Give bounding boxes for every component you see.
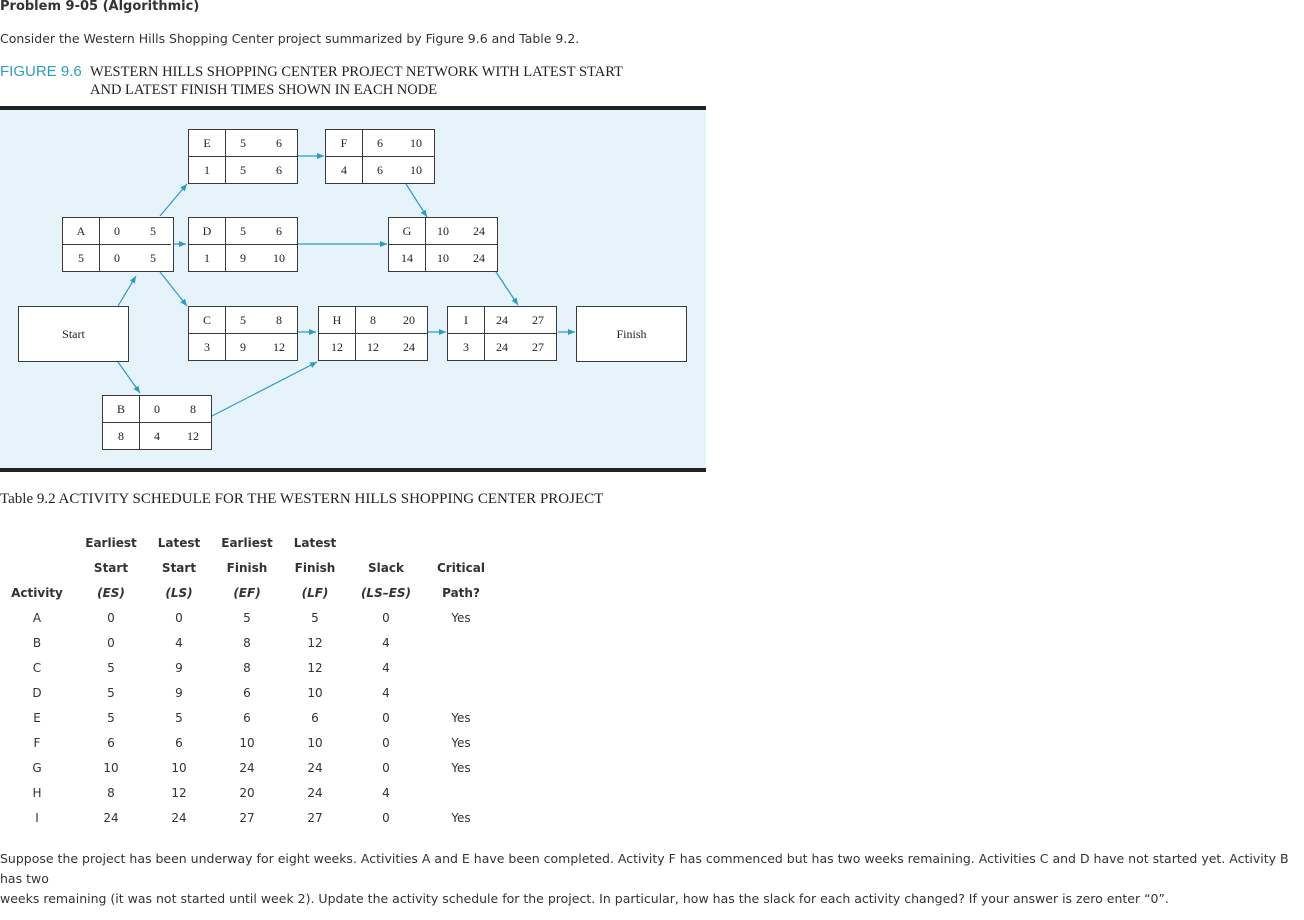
node-d-duration: 1 <box>204 250 210 265</box>
start-node-label: Start <box>62 326 85 341</box>
node-h-name: H <box>332 313 342 327</box>
node-g-lf: 24 <box>473 250 485 265</box>
table-row <box>0 655 496 680</box>
cell-lf: 10 <box>307 685 323 700</box>
cell-slack: 4 <box>382 685 390 700</box>
header-slack-2: Slack <box>368 560 404 575</box>
cell-critical: Yes <box>451 760 471 775</box>
cell-slack: 4 <box>382 785 390 800</box>
node-f-ls: 6 <box>377 162 383 177</box>
node-g-es: 10 <box>437 224 449 238</box>
figure-caption-line2: AND LATEST FINISH TIMES SHOWN IN EACH NODE <box>90 82 438 98</box>
node-d-lf: 10 <box>273 250 285 265</box>
header-es-2: Start <box>93 560 129 575</box>
header-ls-2: Start <box>161 560 197 575</box>
cell-activity: E <box>33 710 41 725</box>
node-i-ef: 27 <box>532 313 544 327</box>
node-f-lf: 10 <box>410 162 422 177</box>
question-text <box>0 849 1300 909</box>
header-lf-1: Latest <box>293 535 337 550</box>
node-a-name: A <box>76 224 86 238</box>
table-header-row-1 <box>0 530 496 555</box>
node-h-duration: 12 <box>331 339 343 354</box>
cell-lf: 6 <box>311 710 319 725</box>
node-h-lf: 24 <box>403 339 415 354</box>
node-g <box>388 217 498 272</box>
node-c-es: 5 <box>240 313 246 327</box>
cell-ls: 5 <box>175 710 183 725</box>
node-a-lf: 5 <box>150 250 156 265</box>
header-ef-2: Finish <box>226 560 268 575</box>
cell-es: 24 <box>103 810 119 825</box>
cell-lf: 5 <box>311 610 319 625</box>
cell-es: 10 <box>103 760 119 775</box>
node-e <box>188 129 298 184</box>
node-e-lf: 6 <box>276 162 282 177</box>
node-d <box>188 217 298 272</box>
cell-ef: 8 <box>243 635 251 650</box>
figure-caption-line1: WESTERN HILLS SHOPPING CENTER PROJECT NETWORK WITH LATEST START <box>90 64 623 80</box>
node-b-es: 0 <box>154 402 160 416</box>
node-g-ef: 24 <box>473 224 485 238</box>
header-es-3: (ES) <box>97 585 125 600</box>
header-activity: Activity <box>11 585 63 600</box>
header-ls-1: Latest <box>157 535 201 550</box>
node-f-name: F <box>340 136 348 150</box>
node-g-name: G <box>402 224 412 238</box>
problem-intro: Consider the Western Hills Shopping Center project summarized by Figure 9.6 and Table 9.2. <box>0 31 580 46</box>
cell-critical: Yes <box>451 710 471 725</box>
arrow-b-h <box>212 362 317 416</box>
node-a-ls: 0 <box>114 250 120 265</box>
header-critical-3: Path? <box>442 585 480 600</box>
node-b-ls: 4 <box>154 428 160 443</box>
cell-activity: C <box>32 660 42 675</box>
arrow-a-e <box>160 184 187 216</box>
node-f-duration: 4 <box>341 162 347 177</box>
cell-es: 5 <box>107 685 115 700</box>
table-row <box>0 630 496 655</box>
arrow-g-i <box>496 272 518 305</box>
table-header-row-3 <box>0 580 496 605</box>
cell-critical: Yes <box>451 735 471 750</box>
cell-ls: 9 <box>175 685 183 700</box>
node-c-ls: 9 <box>240 339 246 354</box>
cell-ls: 4 <box>175 635 183 650</box>
node-b-ef: 8 <box>190 402 196 416</box>
node-i-duration: 3 <box>463 339 469 354</box>
cell-lf: 24 <box>307 760 323 775</box>
cell-critical: Yes <box>451 810 471 825</box>
cell-ls: 9 <box>175 660 183 675</box>
cell-activity: B <box>32 635 42 650</box>
node-d-es: 5 <box>240 224 246 238</box>
cell-es: 8 <box>107 785 115 800</box>
cell-ef: 5 <box>243 610 251 625</box>
cell-lf: 12 <box>307 660 323 675</box>
cell-slack: 4 <box>382 660 390 675</box>
figure-bottom-rule <box>0 468 706 472</box>
node-d-name: D <box>202 224 212 238</box>
arrow-a-c <box>160 272 187 306</box>
header-lf-3: (LF) <box>301 585 329 600</box>
node-c <box>188 306 298 361</box>
table-row <box>0 730 496 755</box>
node-e-name: E <box>203 136 211 150</box>
table-row <box>0 705 496 730</box>
cell-es: 5 <box>107 660 115 675</box>
cell-ls: 10 <box>171 760 187 775</box>
cell-critical <box>426 630 496 655</box>
table-row <box>0 605 496 630</box>
node-a-duration: 5 <box>78 250 84 265</box>
node-c-name: C <box>202 313 211 327</box>
cell-es: 5 <box>107 710 115 725</box>
cell-ef: 8 <box>243 660 251 675</box>
cell-ef: 10 <box>239 735 255 750</box>
arrow-start-b <box>118 362 140 393</box>
node-f <box>325 129 435 184</box>
table-row <box>0 755 496 780</box>
node-d-ls: 9 <box>240 250 246 265</box>
finish-node-label: Finish <box>616 326 647 341</box>
question-line1: Suppose the project has been underway for eight weeks. Activities A and E have been completed. Activity F has commenced but has two weeks remaining. Activities C and D have not started yet. Activity B has two <box>0 851 1289 886</box>
finish-node <box>576 306 687 362</box>
cell-activity: D <box>32 685 42 700</box>
cell-slack: 0 <box>382 735 390 750</box>
node-b <box>102 395 212 450</box>
cell-activity: I <box>35 810 39 825</box>
cell-activity: F <box>33 735 41 750</box>
table-row <box>0 780 496 805</box>
node-i <box>447 306 557 361</box>
cell-lf: 27 <box>307 810 323 825</box>
cell-ls: 12 <box>171 785 187 800</box>
cell-critical <box>426 680 496 705</box>
cell-slack: 0 <box>382 760 390 775</box>
table-row <box>0 805 496 830</box>
node-d-ef: 6 <box>276 224 282 238</box>
node-a <box>62 217 174 272</box>
header-slack-3: (LS–ES) <box>360 585 412 600</box>
node-e-duration: 1 <box>204 162 210 177</box>
table-caption-title: ACTIVITY SCHEDULE FOR THE WESTERN HILLS SHOPPING CENTER PROJECT <box>58 491 604 507</box>
arrow-start-a <box>118 276 136 306</box>
node-c-duration: 3 <box>204 339 210 354</box>
node-e-es: 5 <box>240 136 246 150</box>
cell-activity: H <box>32 785 42 800</box>
node-i-es: 24 <box>496 313 508 327</box>
node-h-es: 8 <box>370 313 376 327</box>
table-row <box>0 680 496 705</box>
cell-slack: 0 <box>382 710 390 725</box>
node-e-ls: 5 <box>240 162 246 177</box>
cell-lf: 24 <box>307 785 323 800</box>
cell-es: 6 <box>107 735 115 750</box>
figure-label: FIGURE 9.6 <box>0 63 82 80</box>
cell-es: 0 <box>107 635 115 650</box>
table-header-row-2 <box>0 555 496 580</box>
cell-critical: Yes <box>451 610 471 625</box>
cell-ef: 6 <box>243 710 251 725</box>
cell-activity: A <box>32 610 42 625</box>
header-ef-1: Earliest <box>221 535 273 550</box>
cell-ls: 0 <box>175 610 183 625</box>
cell-ef: 24 <box>239 760 255 775</box>
node-e-ef: 6 <box>276 136 282 150</box>
node-b-name: B <box>116 402 125 416</box>
activity-schedule-table <box>0 530 496 830</box>
node-f-ef: 10 <box>410 136 422 150</box>
cell-ef: 27 <box>239 810 255 825</box>
header-lf-2: Finish <box>294 560 336 575</box>
node-g-duration: 14 <box>401 250 413 265</box>
problem-title: Problem 9-05 (Algorithmic) <box>0 0 200 14</box>
cell-es: 0 <box>107 610 115 625</box>
figure-caption <box>90 63 690 99</box>
node-a-es: 0 <box>114 224 120 238</box>
start-node <box>18 306 129 362</box>
header-ef-3: (EF) <box>233 585 261 600</box>
cell-ef: 20 <box>239 785 255 800</box>
table-caption <box>0 491 603 508</box>
node-h <box>318 306 428 361</box>
node-g-ls: 10 <box>437 250 449 265</box>
cell-lf: 12 <box>307 635 323 650</box>
node-h-ls: 12 <box>367 339 379 354</box>
cell-ef: 6 <box>243 685 251 700</box>
cell-slack: 0 <box>382 810 390 825</box>
node-i-name: I <box>464 313 468 327</box>
node-c-ef: 8 <box>276 313 282 327</box>
cell-activity: G <box>32 760 42 775</box>
node-i-ls: 24 <box>496 339 508 354</box>
node-f-es: 6 <box>377 136 383 150</box>
cell-slack: 0 <box>382 610 390 625</box>
arrow-f-g <box>406 184 427 217</box>
node-c-lf: 12 <box>273 339 285 354</box>
cell-ls: 6 <box>175 735 183 750</box>
table-caption-number: Table 9.2 <box>0 491 56 507</box>
cell-ls: 24 <box>171 810 187 825</box>
cell-slack: 4 <box>382 635 390 650</box>
cell-critical <box>426 780 496 805</box>
node-i-lf: 27 <box>532 339 544 354</box>
node-b-duration: 8 <box>118 428 124 443</box>
node-a-ef: 5 <box>150 224 156 238</box>
cell-critical <box>426 655 496 680</box>
node-h-ef: 20 <box>403 313 415 327</box>
header-es-1: Earliest <box>85 535 137 550</box>
question-line2: weeks remaining (it was not started until week 2). Update the activity schedule for the project. In particular, how has the slack for each activity changed? If your answer is zero enter “0”. <box>0 891 1169 906</box>
cell-lf: 10 <box>307 735 323 750</box>
header-ls-3: (LS) <box>165 585 193 600</box>
header-critical-2: Critical <box>436 560 485 575</box>
project-network-diagram <box>0 110 706 468</box>
node-b-lf: 12 <box>187 428 199 443</box>
